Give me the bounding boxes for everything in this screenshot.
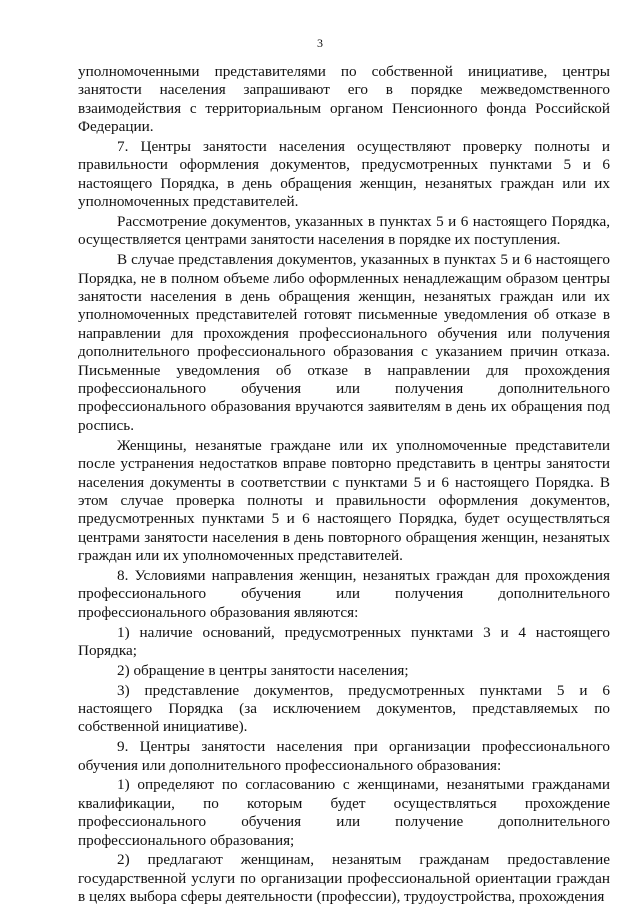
list-item: 1) определяют по согласованию с женщинами, незанятыми гражданами квалификации, по которым будет осуществляться прохождение профессионального обучения или получение дополнительного профессионального образования;: [78, 776, 610, 849]
page-number: 3: [317, 36, 323, 50]
paragraph: 9. Центры занятости населения при организации профессионального обучения или дополнительного профессионального образования:: [78, 738, 610, 774]
paragraph: Женщины, незанятые граждане или их уполномоченные представители после устранения недостатков вправе повторно представить в центры занятости населения документы в соответствии с пунктами 5 и 6 настоящего Порядка. В этом случае проверка полноты и правильности оформления документов, предусмотренных пунктами 5 и 6 настоящего Порядка, будет осуществляться центрами занятости населения в день повторного обращения женщин, незанятых граждан или их уполномоченных представителей.: [78, 436, 610, 565]
list-item: 1) наличие оснований, предусмотренных пунктами 3 и 4 настоящего Порядка;: [78, 623, 610, 659]
paragraph: уполномоченными представителями по собственной инициативе, центры занятости населения запрашивают его в порядке межведомственного взаимодействия с территориальным органом Пенсионного фонда Российской Федерации.: [78, 63, 610, 136]
document-body: [78, 63, 610, 908]
paragraph: 8. Условиями направления женщин, незанятых граждан для прохождения профессионального обучения или получения дополнительного профессионального образования являются:: [78, 566, 610, 621]
list-item: 2) обращение в центры занятости населения;: [117, 661, 409, 679]
paragraph: В случае представления документов, указанных в пунктах 5 и 6 настоящего Порядка, не в полном объеме либо оформленных ненадлежащим образом центры занятости населения в день обращения женщин, незанятых граждан или их уполномоченных представителей готовят письменные уведомления об отказе в направлении для прохождения профессионального обучения или получения дополнительного профессионального образования с указанием причин отказа. Письменные уведомления об отказе в направлении для прохождения профессионального обучения или получения дополнительного профессионального образования вручаются заявителям в день их обращения под роспись.: [78, 251, 610, 434]
list-item: 3) представление документов, предусмотренных пунктами 5 и 6 настоящего Порядка (за исключением документов, представляемых по собственной инициативе).: [78, 681, 610, 736]
paragraph: Рассмотрение документов, указанных в пунктах 5 и 6 настоящего Порядка, осуществляется центрами занятости населения в порядке их поступления.: [78, 213, 610, 249]
list-item: 2) предлагают женщинам, незанятым гражданам предоставление государственной услуги по организации профессиональной ориентации граждан в целях выбора сферы деятельности (профессии), трудоустройства, прохождения: [78, 851, 610, 906]
paragraph: 7. Центры занятости населения осуществляют проверку полноты и правильности оформления документов, предусмотренных пунктами 5 и 6 настоящего Порядка, в день обращения женщин, незанятых граждан или их уполномоченных представителей.: [78, 138, 610, 211]
